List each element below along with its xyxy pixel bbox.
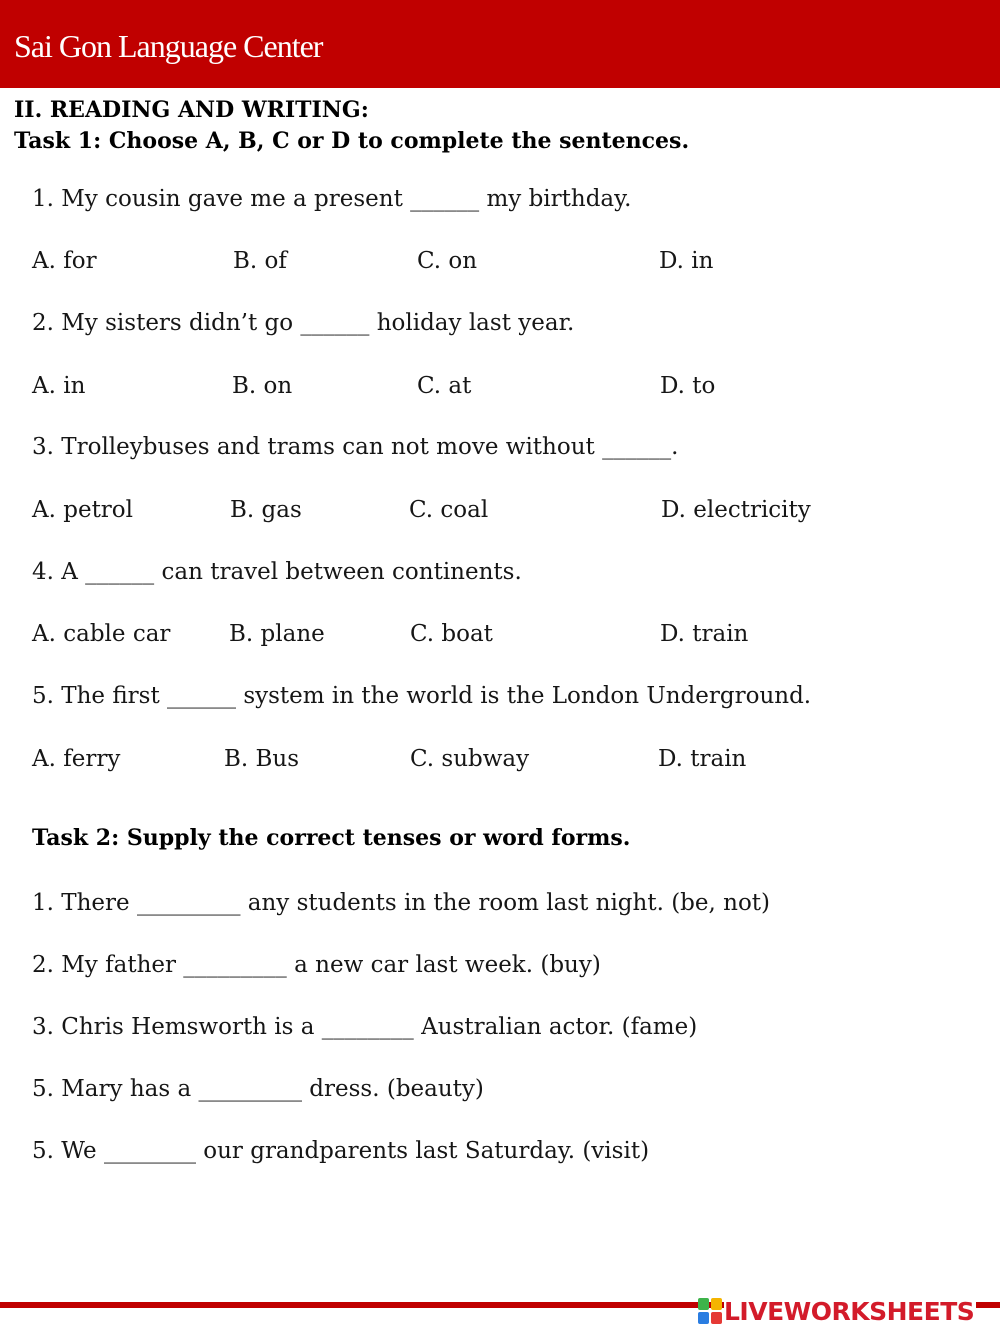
task2-item-2: 2. My father _________ a new car last week. (buy) [32,952,601,978]
brand-text: LIVEWORKSHEETS [724,1296,975,1326]
question-3: 3. Trolleybuses and trams can not move without ______. [32,434,679,460]
option-5a: A. ferry [32,746,121,772]
option-1c: C. on [417,248,478,274]
liveworksheets-logo-icon [698,1298,722,1324]
question-4: 4. A ______ can travel between continents. [32,559,522,585]
header-bar [0,0,1000,88]
option-1b: B. of [233,248,287,274]
option-4c: C. boat [410,621,493,647]
option-4d: D. train [660,621,749,647]
option-3c: C. coal [409,497,489,523]
option-2a: A. in [32,373,86,399]
option-2c: C. at [417,373,472,399]
section-title: II. READING AND WRITING: [14,97,369,123]
option-1a: A. for [32,248,97,274]
option-5b: B. Bus [224,746,300,772]
option-5c: C. subway [410,746,530,772]
option-5d: D. train [658,746,747,772]
option-4a: A. cable car [32,621,171,647]
task2-item-1: 1. There _________ any students in the room last night. (be, not) [32,890,771,916]
question-2: 2. My sisters didn’t go ______ holiday last year. [32,310,575,336]
liveworksheets-brand [698,1296,998,1326]
option-2b: B. on [232,373,293,399]
task2-item-5: 5. We ________ our grandparents last Saturday. (visit) [32,1138,650,1164]
option-1d: D. in [659,248,714,274]
option-3b: B. gas [230,497,302,523]
option-2d: D. to [660,373,716,399]
option-3d: D. electricity [661,497,811,523]
task2-item-4: 5. Mary has a _________ dress. (beauty) [32,1076,484,1102]
task2-title: Task 2: Supply the correct tenses or word forms. [32,825,631,851]
task2-item-3: 3. Chris Hemsworth is a ________ Australian actor. (fame) [32,1014,698,1040]
task1-title: Task 1: Choose A, B, C or D to complete the sentences. [14,128,690,154]
question-1: 1. My cousin gave me a present ______ my birthday. [32,186,632,212]
header-title: Sai Gon Language Center [14,28,323,64]
option-3a: A. petrol [32,497,134,523]
option-4b: B. plane [229,621,325,647]
question-5: 5. The first ______ system in the world is the London Underground. [32,683,812,709]
